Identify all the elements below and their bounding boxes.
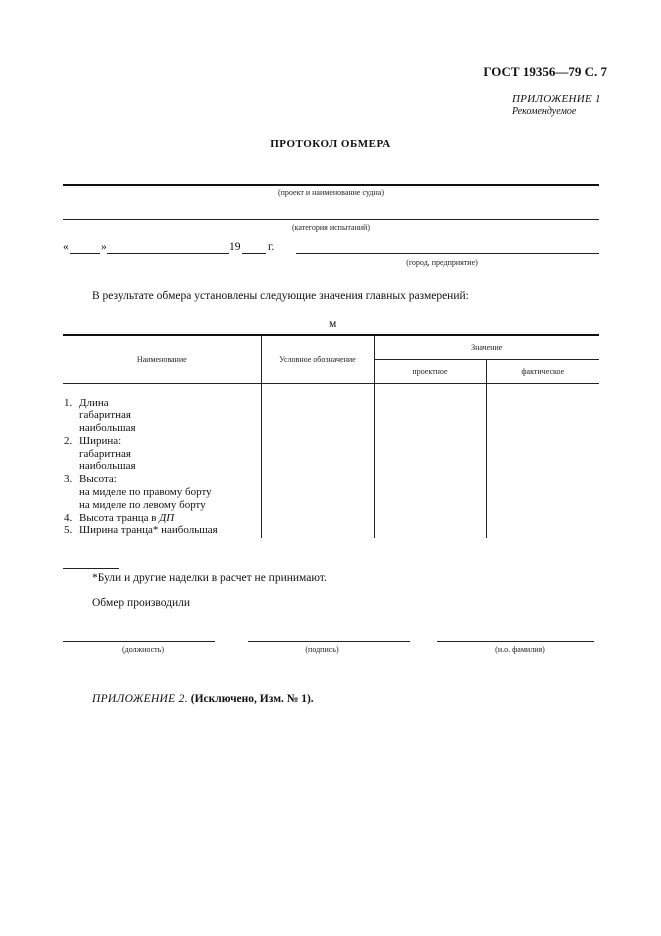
item-label: наибольшая (79, 460, 136, 473)
item-label: Высота: (79, 473, 117, 486)
col-header-name: Наименование (63, 335, 261, 383)
col-header-value: Значение (374, 335, 599, 359)
date-year-suffix: г. (268, 241, 275, 253)
list-item (64, 448, 260, 461)
items-list (64, 397, 260, 538)
footnote-rule (63, 568, 119, 569)
appendix-label: ПРИЛОЖЕНИЕ 1 (512, 93, 601, 105)
item-label: на миделе по левому борту (79, 498, 206, 511)
project-caption: (проект и наименование судна) (277, 188, 384, 197)
item-label: Ширина: (79, 434, 122, 447)
list-item (64, 512, 260, 525)
design-cell (374, 383, 486, 538)
date-year-prefix: 19 (229, 241, 241, 253)
item-number: 4. (64, 511, 73, 524)
category-line (63, 219, 599, 220)
dimensions-table (63, 334, 599, 538)
date-quote-close: » (101, 241, 107, 253)
symbol-cell (261, 383, 374, 538)
list-item (64, 422, 260, 435)
date-quote-open: « (63, 241, 69, 253)
item-number: 5. (64, 524, 73, 537)
item-label: Длина (79, 396, 109, 409)
item-number: 3. (64, 473, 73, 486)
project-line (63, 184, 599, 186)
date-year-line (242, 253, 266, 254)
items-cell (63, 383, 261, 538)
signature-caption-name: (и.о. фамилия) (495, 645, 545, 654)
item-label: наибольшая (79, 422, 136, 435)
signature-caption-signature: (подпись) (305, 645, 339, 654)
list-item (64, 409, 260, 422)
list-item (64, 397, 260, 410)
col-header-symbol: Условное обозначение (261, 335, 374, 383)
appendix2-note: (Исключено, Изм. № 1). (190, 693, 314, 705)
signature-line-position (63, 641, 215, 642)
category-caption: (категория испытаний) (291, 223, 370, 232)
item-number: 1. (64, 396, 73, 409)
date-month-line (107, 253, 229, 254)
date-day-line (70, 253, 100, 254)
list-item (64, 473, 260, 486)
document-code: ГОСТ 19356—79 С. 7 (483, 64, 607, 79)
actual-cell (486, 383, 599, 538)
list-item (64, 499, 260, 512)
item-label: Ширина транца* наибольшая (79, 524, 218, 537)
item-label: габаритная (79, 409, 131, 422)
item-label: габаритная (79, 447, 131, 460)
list-item (64, 486, 260, 499)
signature-caption-position: (должность) (122, 645, 164, 654)
unit-label: м (329, 318, 337, 330)
list-item (64, 460, 260, 473)
item-label: Высота транца в (79, 511, 160, 524)
page-title: ПРОТОКОЛ ОБМЕРА (270, 138, 391, 150)
recommended-label: Рекомендуемое (512, 106, 577, 117)
item-label: на миделе по правому борту (79, 486, 212, 499)
appendix2-line (92, 693, 314, 705)
item-number: 2. (64, 434, 73, 447)
place-caption: (город, предприятие) (406, 258, 478, 267)
list-item (64, 524, 260, 537)
footnote-text: *Були и другие наделки в расчет не принимают. (92, 572, 327, 584)
measured-by-label: Обмер производили (92, 597, 191, 609)
item-label-italic: ДП (159, 511, 175, 524)
signature-line-signature (248, 641, 410, 642)
list-item (64, 435, 260, 448)
place-line (296, 253, 599, 254)
intro-text: В результате обмера установлены следующие значения главных размерений: (92, 290, 469, 302)
signature-line-name (437, 641, 594, 642)
appendix2-label: ПРИЛОЖЕНИЕ 2. (92, 693, 188, 705)
col-header-actual: фактическое (486, 359, 599, 383)
col-header-design: проектное (374, 359, 486, 383)
